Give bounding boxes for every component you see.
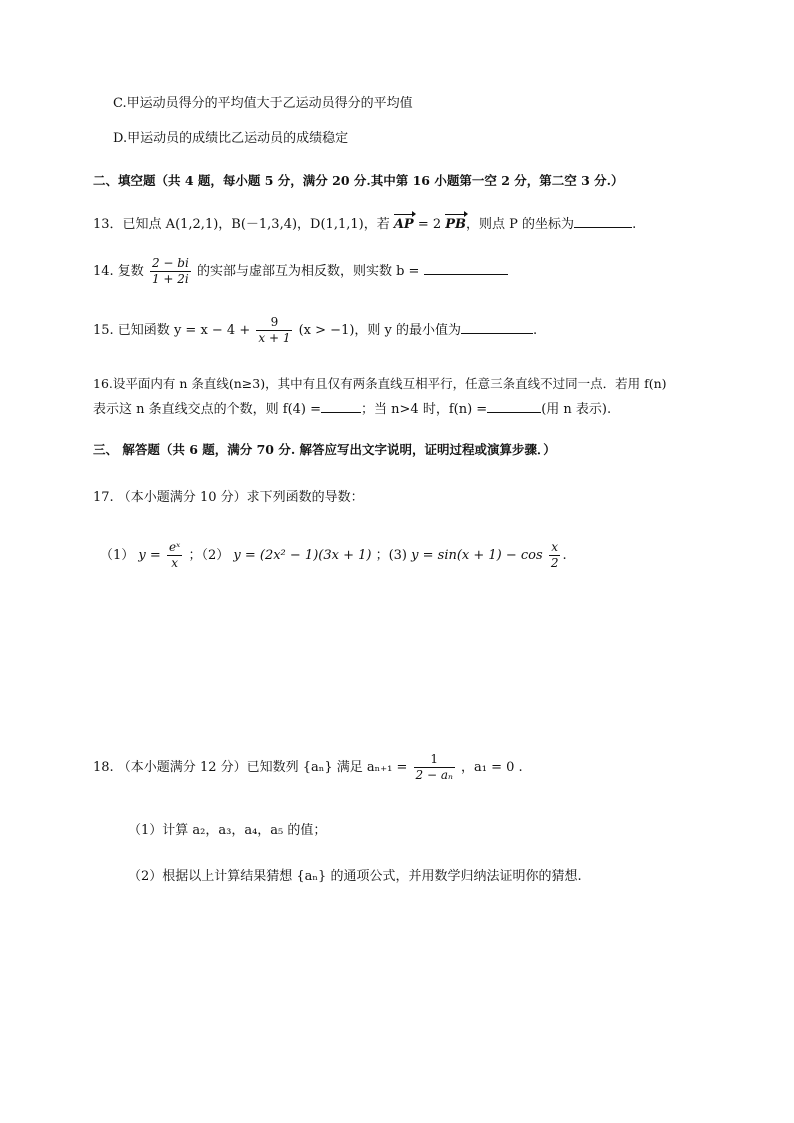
q16-part-c: (用 n 表示). [541, 402, 612, 417]
option-c: C.甲运动员得分的平均值大于乙运动员得分的平均值 [113, 96, 413, 111]
q14-numerator: 2 − bi [151, 256, 189, 270]
q13-prefix: 13．已知点 A(1,2,1)，B(－1,3,4)，D(1,1,1)，若 [93, 217, 394, 232]
q13-mid: = 2 [413, 217, 446, 232]
question-18-part-1: （1）计算 a₂，a₃，a₄，a₅ 的值； [128, 823, 327, 838]
question-18-part-2: （2）根据以上计算结果猜想 {aₙ} 的通项公式，并用数学归纳法证明你的猜想. [128, 869, 582, 884]
q17-part1-numerator: eˣ [168, 540, 181, 554]
q17-part1-lhs: y = [138, 548, 161, 563]
q17-part1-label: （1） [100, 548, 135, 563]
q17-separator-2: ；(3) [375, 548, 407, 563]
q14-suffix: 的实部与虚部互为相反数，则实数 b = [196, 264, 420, 279]
q17-separator-1: ；（2） [188, 548, 230, 563]
q18-title-b: ，a₁ = 0 . [461, 760, 523, 775]
answer-blank-16b[interactable] [487, 400, 541, 413]
q17-part1-denominator: x [167, 555, 182, 571]
q15-end: . [533, 323, 538, 338]
question-14 [93, 256, 508, 287]
q17-part1-fraction [167, 540, 182, 571]
question-13 [93, 215, 636, 234]
q17-part3-expression: y = sin(x + 1) − cos [411, 548, 543, 563]
section-3-heading: 三、 解答题（共 6 题，满分 70 分. 解答应写出文字说明，证明过程或演算步骤．） [93, 442, 556, 457]
answer-blank-13[interactable] [574, 215, 632, 228]
q13-end: . [632, 217, 637, 232]
q16-part-a: 表示这 n 条直线交点的个数，则 f(4) = [93, 402, 322, 417]
q15-prefix: 15. 已知函数 y = x − 4 + [93, 323, 251, 338]
q17-part2-expression: y = (2x² − 1)(3x + 1) [233, 548, 372, 563]
q18-numerator: 1 [430, 752, 439, 766]
q16-part-b: ；当 n>4 时，f(n) = [361, 402, 488, 417]
q15-suffix: (x > −1)，则 y 的最小值为 [298, 323, 462, 338]
q18-denominator: 2 − aₙ [415, 768, 453, 782]
q15-numerator: 9 [270, 315, 279, 329]
section-2-heading: 二、填空题（共 4 题，每小题 5 分，满分 20 分.其中第 16 小题第一空 2 分，第二空 3 分.） [93, 173, 624, 188]
q17-end: . [562, 548, 567, 563]
q17-part3-numerator: x [551, 540, 559, 554]
answer-blank-14[interactable] [424, 262, 508, 275]
q13-suffix: ，则点 P 的坐标为 [466, 217, 575, 232]
q15-denominator: x + 1 [258, 331, 291, 345]
question-17-parts [100, 540, 567, 571]
option-d: D.甲运动员的成绩比乙运动员的成绩稳定 [113, 131, 349, 146]
q18-title-a: 18. （本小题满分 12 分）已知数列 {aₙ} 满足 aₙ₊₁ = [93, 760, 408, 775]
question-15 [93, 315, 537, 346]
vector-ap: AP [393, 217, 414, 232]
question-16-line-1: 16.设平面内有 n 条直线(n≥3)，其中有且仅有两条直线互相平行，任意三条直线不过同一点．若用 f(n) [93, 376, 667, 391]
answer-blank-15[interactable] [461, 321, 533, 334]
q17-part3-denominator: 2 [550, 556, 559, 570]
q14-prefix: 14. 复数 [93, 264, 144, 279]
q18-fraction [414, 752, 455, 783]
question-18-title [93, 752, 523, 783]
answer-blank-16a[interactable] [321, 400, 361, 413]
q15-fraction [256, 315, 292, 346]
question-16-line-2 [93, 400, 611, 419]
q14-fraction [150, 256, 191, 287]
question-17-title: 17. （本小题满分 10 分）求下列函数的导数： [93, 490, 364, 505]
q17-part3-fraction [549, 540, 561, 571]
vector-pb: PB [445, 217, 467, 232]
q14-denominator: 1 + 2i [150, 271, 191, 287]
